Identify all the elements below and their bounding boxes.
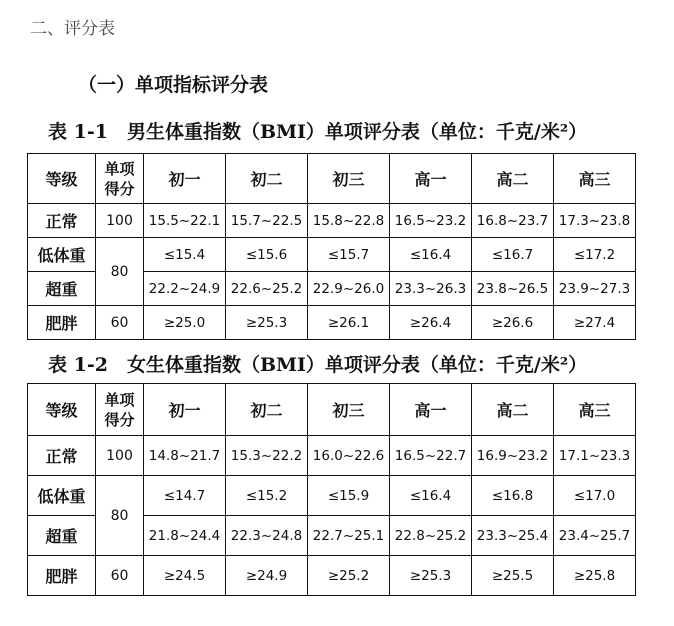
female-bmi-table bbox=[27, 383, 636, 596]
grade-cell: 超重 bbox=[28, 272, 96, 306]
value-cell: ≤16.7 bbox=[472, 238, 554, 272]
score-cell: 100 bbox=[96, 204, 144, 238]
grade-cell: 正常 bbox=[28, 436, 96, 476]
value-cell: ≤16.4 bbox=[390, 238, 472, 272]
value-cell: ≥25.2 bbox=[308, 556, 390, 596]
value-cell: ≤15.7 bbox=[308, 238, 390, 272]
value-cell: ≤15.2 bbox=[226, 476, 308, 516]
value-cell: 23.3~25.4 bbox=[472, 516, 554, 556]
level-header: 高三 bbox=[554, 384, 636, 436]
score-header bbox=[96, 384, 144, 436]
grade-cell: 肥胖 bbox=[28, 556, 96, 596]
grade-cell: 低体重 bbox=[28, 476, 96, 516]
value-cell: 22.9~26.0 bbox=[308, 272, 390, 306]
value-cell: ≥26.6 bbox=[472, 306, 554, 340]
level-header: 初一 bbox=[144, 154, 226, 204]
value-cell: ≥25.0 bbox=[144, 306, 226, 340]
table-row bbox=[28, 238, 636, 272]
value-cell: 14.8~21.7 bbox=[144, 436, 226, 476]
subsection-heading: （一）单项指标评分表 bbox=[78, 74, 269, 96]
value-cell: 16.8~23.7 bbox=[472, 204, 554, 238]
score-cell: 60 bbox=[96, 556, 144, 596]
value-cell: ≥25.3 bbox=[226, 306, 308, 340]
value-cell: 21.8~24.4 bbox=[144, 516, 226, 556]
score-header-line1: 单项 bbox=[104, 159, 135, 178]
table-row bbox=[28, 476, 636, 516]
value-cell: ≥25.3 bbox=[390, 556, 472, 596]
level-header: 初三 bbox=[308, 154, 390, 204]
value-cell: ≤16.8 bbox=[472, 476, 554, 516]
table-header-row bbox=[28, 384, 636, 436]
level-header: 高一 bbox=[390, 384, 472, 436]
score-header-line2: 得分 bbox=[104, 410, 135, 429]
value-cell: 16.0~22.6 bbox=[308, 436, 390, 476]
value-cell: ≥26.4 bbox=[390, 306, 472, 340]
table-row bbox=[28, 556, 636, 596]
value-cell: 15.5~22.1 bbox=[144, 204, 226, 238]
value-cell: 23.4~25.7 bbox=[554, 516, 636, 556]
value-cell: 22.3~24.8 bbox=[226, 516, 308, 556]
value-cell: 22.8~25.2 bbox=[390, 516, 472, 556]
grade-header: 等级 bbox=[28, 384, 96, 436]
value-cell: 23.9~27.3 bbox=[554, 272, 636, 306]
value-cell: ≤15.6 bbox=[226, 238, 308, 272]
level-header: 高三 bbox=[554, 154, 636, 204]
value-cell: 22.2~24.9 bbox=[144, 272, 226, 306]
value-cell: 16.5~23.2 bbox=[390, 204, 472, 238]
grade-cell: 低体重 bbox=[28, 238, 96, 272]
value-cell: 15.8~22.8 bbox=[308, 204, 390, 238]
value-cell: ≤17.2 bbox=[554, 238, 636, 272]
grade-cell: 正常 bbox=[28, 204, 96, 238]
score-cell: 100 bbox=[96, 436, 144, 476]
value-cell: 16.5~22.7 bbox=[390, 436, 472, 476]
value-cell: 22.6~25.2 bbox=[226, 272, 308, 306]
value-cell: ≥25.8 bbox=[554, 556, 636, 596]
value-cell: ≤15.4 bbox=[144, 238, 226, 272]
grade-cell: 超重 bbox=[28, 516, 96, 556]
score-header-line2: 得分 bbox=[104, 179, 135, 198]
table-header-row bbox=[28, 154, 636, 204]
level-header: 高二 bbox=[472, 384, 554, 436]
score-header bbox=[96, 154, 144, 204]
score-cell: 80 bbox=[96, 476, 144, 556]
grade-header: 等级 bbox=[28, 154, 96, 204]
value-cell: ≥26.1 bbox=[308, 306, 390, 340]
value-cell: 16.9~23.2 bbox=[472, 436, 554, 476]
value-cell: ≥27.4 bbox=[554, 306, 636, 340]
value-cell: 15.7~22.5 bbox=[226, 204, 308, 238]
value-cell: ≤15.9 bbox=[308, 476, 390, 516]
level-header: 初二 bbox=[226, 384, 308, 436]
value-cell: 22.7~25.1 bbox=[308, 516, 390, 556]
value-cell: ≤16.4 bbox=[390, 476, 472, 516]
score-header-line1: 单项 bbox=[104, 390, 135, 409]
table-row bbox=[28, 306, 636, 340]
value-cell: 23.8~26.5 bbox=[472, 272, 554, 306]
value-cell: ≥25.5 bbox=[472, 556, 554, 596]
value-cell: 17.3~23.8 bbox=[554, 204, 636, 238]
male-bmi-table bbox=[27, 153, 636, 340]
level-header: 高二 bbox=[472, 154, 554, 204]
value-cell: ≤14.7 bbox=[144, 476, 226, 516]
level-header: 初二 bbox=[226, 154, 308, 204]
value-cell: 17.1~23.3 bbox=[554, 436, 636, 476]
table-row bbox=[28, 436, 636, 476]
value-cell: ≤17.0 bbox=[554, 476, 636, 516]
table2-caption: 表 1-2 女生体重指数（BMI）单项评分表（单位：千克/米²） bbox=[48, 354, 588, 376]
level-header: 初三 bbox=[308, 384, 390, 436]
value-cell: 23.3~26.3 bbox=[390, 272, 472, 306]
level-header: 初一 bbox=[144, 384, 226, 436]
score-cell: 80 bbox=[96, 238, 144, 306]
section-heading: 二、评分表 bbox=[30, 19, 115, 39]
score-cell: 60 bbox=[96, 306, 144, 340]
value-cell: ≥24.5 bbox=[144, 556, 226, 596]
value-cell: ≥24.9 bbox=[226, 556, 308, 596]
grade-cell: 肥胖 bbox=[28, 306, 96, 340]
table-row bbox=[28, 204, 636, 238]
table1-caption: 表 1-1 男生体重指数（BMI）单项评分表（单位：千克/米²） bbox=[48, 121, 588, 143]
level-header: 高一 bbox=[390, 154, 472, 204]
value-cell: 15.3~22.2 bbox=[226, 436, 308, 476]
